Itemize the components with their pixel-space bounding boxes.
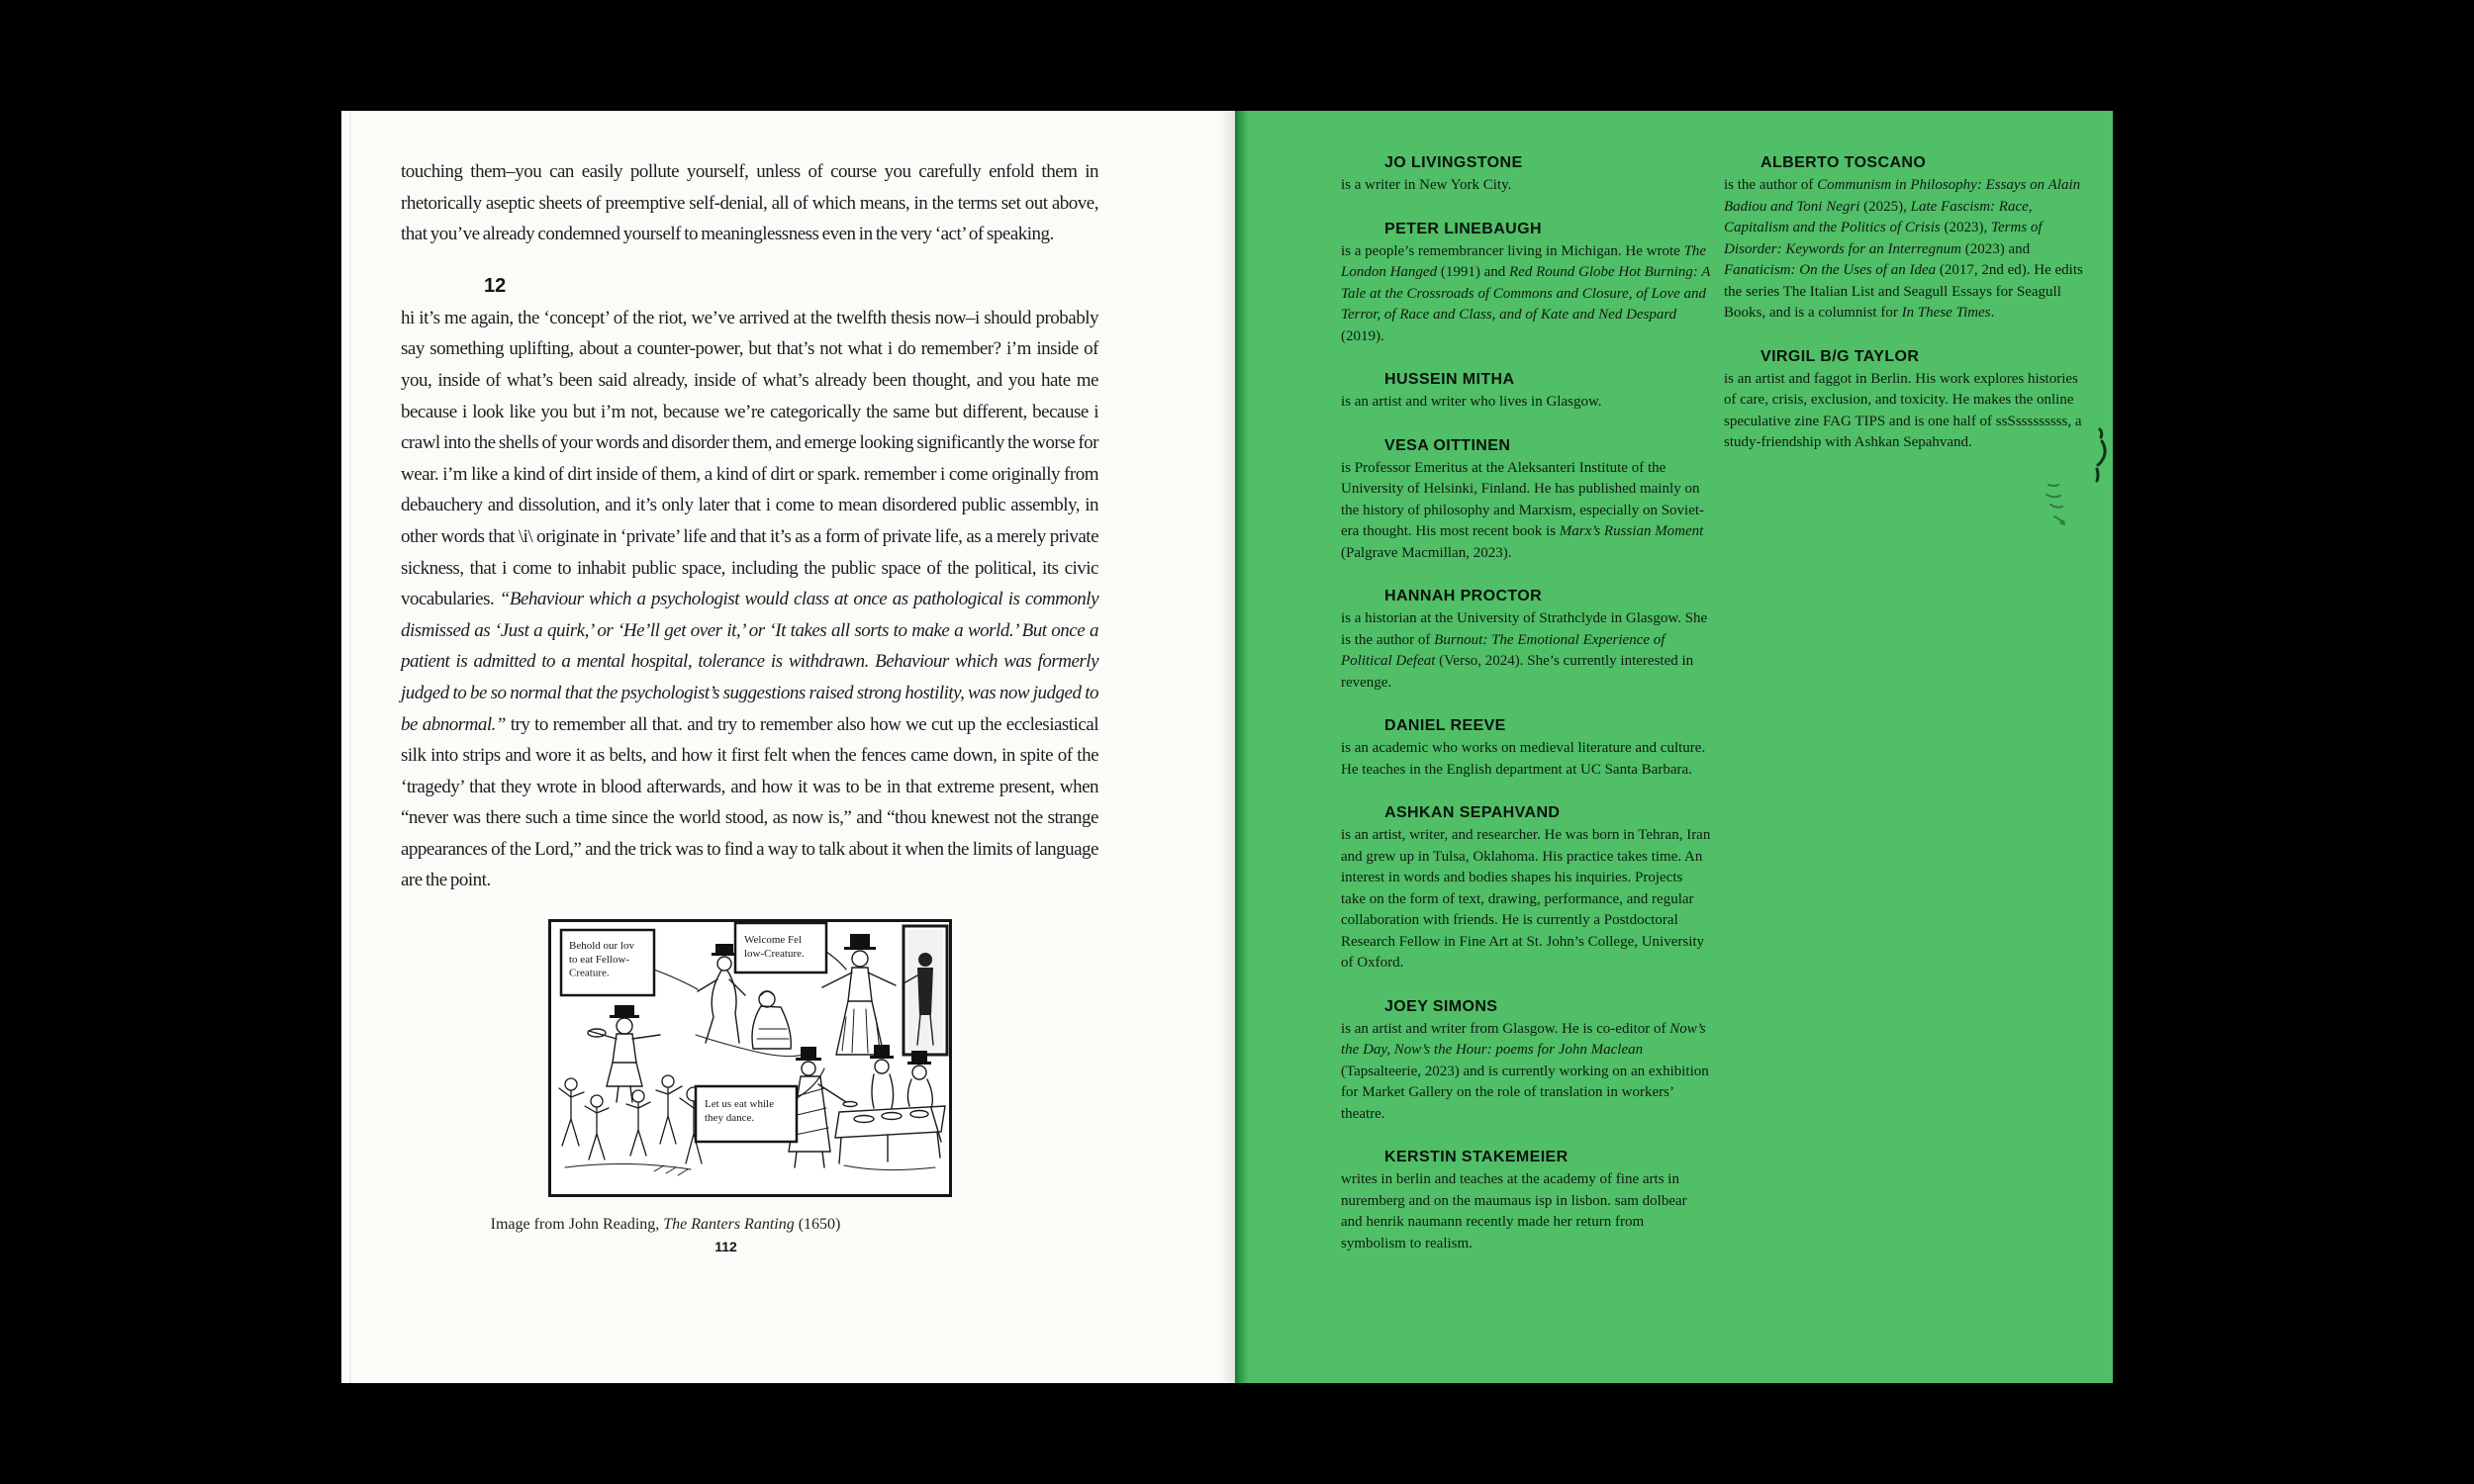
page-fold-shadow-left bbox=[1219, 111, 1235, 1383]
ink-blemish bbox=[2045, 479, 2070, 533]
contributor-name: JOEY SIMONS bbox=[1384, 997, 1498, 1015]
contributor-name: VIRGIL B/G TAYLOR bbox=[1760, 347, 1920, 365]
contributors-column-1 bbox=[1341, 154, 1711, 1278]
contributor-bio: is a people’s remembrancer living in Michigan. He wrote The London Hanged (1991) and Red Round Globe Hot Burning: A Tale at the Crossroads of Commons and Closure, of Love and Terror, of Race and Class, and of Kate and Ned Despard (2019). bbox=[1341, 242, 1711, 344]
contributor-entry bbox=[1341, 1149, 1711, 1254]
contributor-name: HANNAH PROCTOR bbox=[1384, 588, 1543, 604]
contributors-column-2 bbox=[1724, 154, 2088, 478]
contributor-entry bbox=[1341, 221, 1711, 348]
intro-paragraph: touching them–you can easily pollute yourself, unless of course you carefully enfold them in rhetorically aseptic sheets of preemptive self-denial, all of which means, in the terms set out above, that you’ve already condemned yourself to meaninglessness even in the very ‘act’ of speaking. bbox=[401, 161, 1098, 245]
woodcut-illustration bbox=[547, 918, 953, 1198]
ink-blemish bbox=[2091, 425, 2109, 490]
contributor-entry bbox=[1341, 371, 1711, 414]
contributor-bio: is a writer in New York City. bbox=[1341, 177, 1512, 193]
contributor-bio: is an artist and writer from Glasgow. He is co-editor of Now’s the Day, Now’s the Hour: poems for John Maclean (Tapsalteerie, 2023) and is currently working on an exhibition for Market Gallery on the role of translation in workers’ theatre. bbox=[1341, 1020, 1709, 1122]
contributor-name: KERSTIN STAKEMEIER bbox=[1384, 1149, 1569, 1165]
page-edge-line bbox=[349, 111, 351, 1383]
contributor-entry bbox=[1724, 348, 2088, 454]
contributor-entry bbox=[1341, 804, 1711, 974]
contributor-bio: is a historian at the University of Strathclyde in Glasgow. She is the author of Burnout: The Emotional Experience of Political Defeat (Verso, 2024). She’s currently interested in revenge. bbox=[1341, 610, 1708, 691]
contributor-bio: is an academic who works on medieval literature and culture. He teaches in the English department at UC Santa Barbara. bbox=[1341, 740, 1706, 778]
placard-2-text: Welcome Fel low-Creature. bbox=[743, 934, 805, 960]
contributor-name: ALBERTO TOSCANO bbox=[1760, 154, 1927, 171]
page-number: 112 bbox=[714, 1239, 737, 1255]
contributor-bio: is an artist, writer, and researcher. He was born in Tehran, Iran and grew up in Tulsa, Oklahoma. His practice takes time. An interest in words and bodies shapes his inquiries. Projects take on the form of text, drawing, performance, and regular collaboration with friends. He is currently a Postdoctoral Research Fellow in Fine Art at St. John’s College, University of Oxford. bbox=[1341, 827, 1711, 971]
book-page-left bbox=[341, 111, 1235, 1383]
contributor-bio: is the author of Communism in Philosophy: Essays on Alain Badiou and Toni Negri (2025), Late Fascism: Race, Capitalism and the Politics of Crisis (2023), Terms of Disorder: Keywords for an Interregnum (2023) and Fanaticism: On the Uses of an Idea (2017, 2nd ed). He edits the series The Italian List and Seagull Essays for Seagull Books, and is a columnist for In These Times. bbox=[1724, 177, 2083, 321]
contributor-entry bbox=[1341, 437, 1711, 565]
left-page-text-column bbox=[401, 156, 1098, 1254]
contributor-name: DANIEL REEVE bbox=[1384, 717, 1506, 734]
figure-caption bbox=[401, 1216, 1051, 1234]
contributor-name: VESA OITTINEN bbox=[1384, 436, 1511, 454]
contributor-entry bbox=[1341, 998, 1711, 1126]
doorway-figure bbox=[904, 926, 947, 1055]
contributor-bio: is Professor Emeritus at the Aleksanteri Institute of the University of Helsinki, Finland. He has published mainly on the history of philosophy and Marxism, especially on Soviet-era thought. His most recent book is Marx’s Russian Moment (Palgrave Macmillan, 2023). bbox=[1341, 459, 1705, 561]
book-page-right bbox=[1235, 111, 2113, 1383]
contributor-name: ASHKAN SEPAHVAND bbox=[1384, 804, 1561, 821]
thesis-paragraph: hi it’s me again, the ‘concept’ of the riot, we’ve arrived at the twelfth thesis now–i should probably say something uplifting, about a counter-power, but that’s not what i do remember? i’m inside of you, inside of what’s been said already, inside of what’s already been thought, and you hate me because i look like you but i’m not, because we’re categorically the same but different, because i crawl into the shells of your words and disorder them, and emerge looking significantly the worse for wear. i’m like a kind of dirt inside of them, a kind of dirt or spark. remember i come originally from debauchery and dissolution, and it’s only later that i come to mean disordered public assembly, in other words that \i\ originate in ‘private’ life and that it’s as a form of private life, as a merely private sickness, that i come to inhabit public space, including the public space of the political, its civic vocabularies. “Behaviour which a psychologist would class at once as pathological is commonly dismissed as ‘Just a quirk,’ or ‘He’ll get over it,’ or ‘It takes all sorts to make a world.’ But once a patient is admitted to a mental hospital, tolerance is withdrawn. Behaviour which was formerly judged to be so normal that the psychologist’s suggestions raised strong hostility, was now judged to be abnormal.” try to remember all that. and try to remember also how we cut up the ecclesiastical silk into strips and wore it as belts, and how it first felt when the fences came down, in spite of the ‘tragedy’ that they wrote in blood afterwards, and how it was to be in that extreme present, when “never was there such a time since the world stood, as now is,” and “thou knewest not the strange appearances of the Lord,” and the trick was to find a way to talk about it when the limits of language are the point. bbox=[401, 307, 1098, 891]
placard-1-text: Behold our lov to eat Fellow-Creature. bbox=[568, 940, 634, 979]
thesis-number-heading: 12 bbox=[484, 274, 507, 297]
contributor-entry bbox=[1724, 154, 2088, 325]
contributor-entry bbox=[1341, 588, 1711, 694]
contributor-name: HUSSEIN MITHA bbox=[1384, 371, 1515, 388]
figure-caption-text: Image from John Reading, The Ranters Ranting (1650) bbox=[490, 1216, 841, 1234]
contributor-bio: writes in berlin and teaches at the academy of fine arts in nuremberg and on the maumaus isp in lisbon. sam dolbear and henrik naumann recently made her return from symbolism to realism. bbox=[1341, 1171, 1687, 1252]
contributor-bio: is an artist and writer who lives in Glasgow. bbox=[1341, 394, 1602, 410]
contributor-entry bbox=[1341, 717, 1711, 781]
placard-3-text: Let us eat while they dance. bbox=[704, 1098, 774, 1124]
contributor-name: PETER LINEBAUGH bbox=[1384, 220, 1542, 237]
woodcut-figure bbox=[401, 918, 1098, 1254]
contributor-bio: is an artist and faggot in Berlin. His work explores histories of care, crisis, exclusion, and toxicity. He makes the online speculative zine FAG TIPS and is one half of ssSsssssssss, a study-friendship with Ashkan Sepahvand. bbox=[1724, 370, 2082, 450]
contributor-entry bbox=[1341, 154, 1711, 197]
contributor-name: JO LIVINGSTONE bbox=[1384, 154, 1523, 171]
page-fold-shadow-right bbox=[1235, 111, 1249, 1383]
